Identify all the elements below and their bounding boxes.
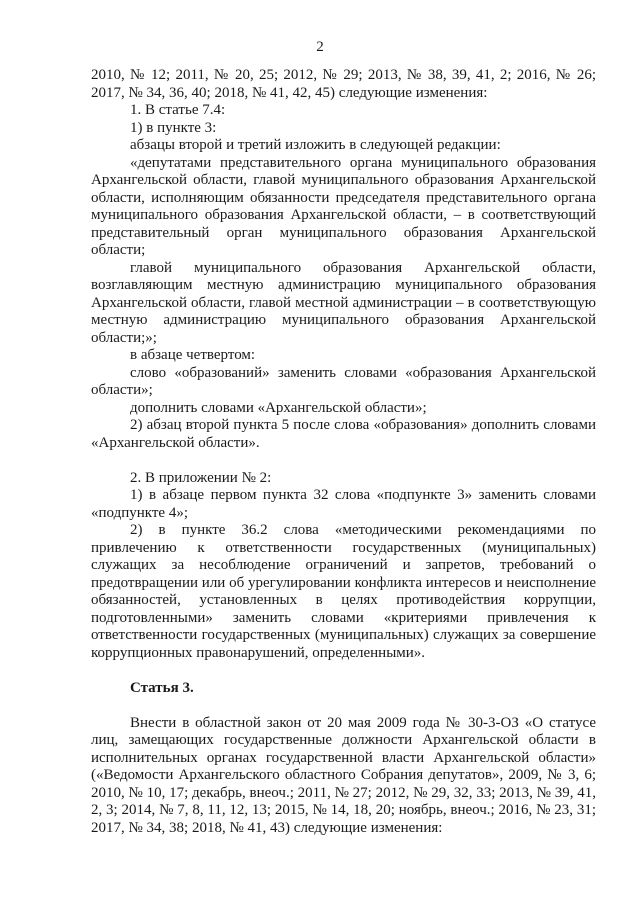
blank-line: [91, 697, 596, 715]
paragraph: 1) в абзаце первом пункта 32 слова «подпункте 3» заменить словами «подпункте 4»;: [91, 487, 596, 521]
paragraph: главой муниципального образования Архангельской области, возглавляющим местную администрацию муниципального образования Архангельской области, главой местной администрации – в соответствующую местную администрацию муниципального образования Архангельской области;»;: [91, 259, 596, 346]
paragraph: 1) в пункте 3:: [130, 119, 217, 136]
paragraph: слово «образований» заменить словами «образования Архангельской области»;: [91, 364, 596, 398]
paragraph: 2) абзац второй пункта 5 после слова «образования» дополнить словами «Архангельской области».: [91, 417, 596, 451]
article-paragraph: Внести в областной закон от 20 мая 2009 года № 30-3-ОЗ «О статусе лиц, замещающих государственные должности Архангельской области в исполнительных органах государственной власти Архангельской области» («Ведомости Архангельского областного Собрания депутатов», 2009, № 3, 6; 2010, № 10, 17; декабрь, внеоч.; 2011, № 27; 2012, № 29, 32, 33; 2013, № 39, 41, 2, 3; 2014, № 7, 8, 11, 12, 13; 2015, № 14, 18, 20; ноябрь, внеоч.; 2016, № 23, 31; 2017, № 34, 38; 2018, № 41, 43) следующие изменения:: [91, 714, 596, 836]
paragraph: 1. В статье 7.4:: [130, 102, 226, 118]
document-body: [91, 67, 596, 837]
page-number: 2: [316, 39, 324, 55]
paragraph: 2) в пункте 36.2 слова «методическими рекомендациями по привлечению к ответственности государственных (муниципальных) служащих за несоблюдение ограничений и запретов, требований о предотвращении или об урегулировании конфликта интересов и неисполнение обязанностей, установленных в целях противодействия коррупции, подготовленными» заменить словами «критериями привлечения к ответственности государственных (муниципальных) служащих за совершение коррупционных правонарушений, определенными».: [91, 522, 596, 661]
blank-line: [91, 662, 596, 680]
blank-line: [91, 452, 596, 470]
paragraph: 2. В приложении № 2:: [130, 469, 272, 486]
article-heading: Статья 3.: [130, 679, 194, 696]
paragraph: дополнить словами «Архангельской области»;: [130, 399, 427, 416]
paragraph: 2010, № 12; 2011, № 20, 25; 2012, № 29; 2013, № 38, 39, 41, 2; 2016, № 26; 2017, № 34, 36, 40; 2018, № 41, 42, 45) следующие изменения:: [91, 67, 596, 101]
paragraph: абзацы второй и третий изложить в следующей редакции:: [130, 137, 501, 153]
paragraph: в абзаце четвертом:: [130, 347, 256, 363]
paragraph: «депутатами представительного органа муниципального образования Архангельской области, главой муниципального образования Архангельской области, исполняющим обязанности председателя представительного органа муниципального образования Архангельской области, – в соответствующий представительный орган муниципального образования Архангельской области;: [91, 154, 596, 258]
